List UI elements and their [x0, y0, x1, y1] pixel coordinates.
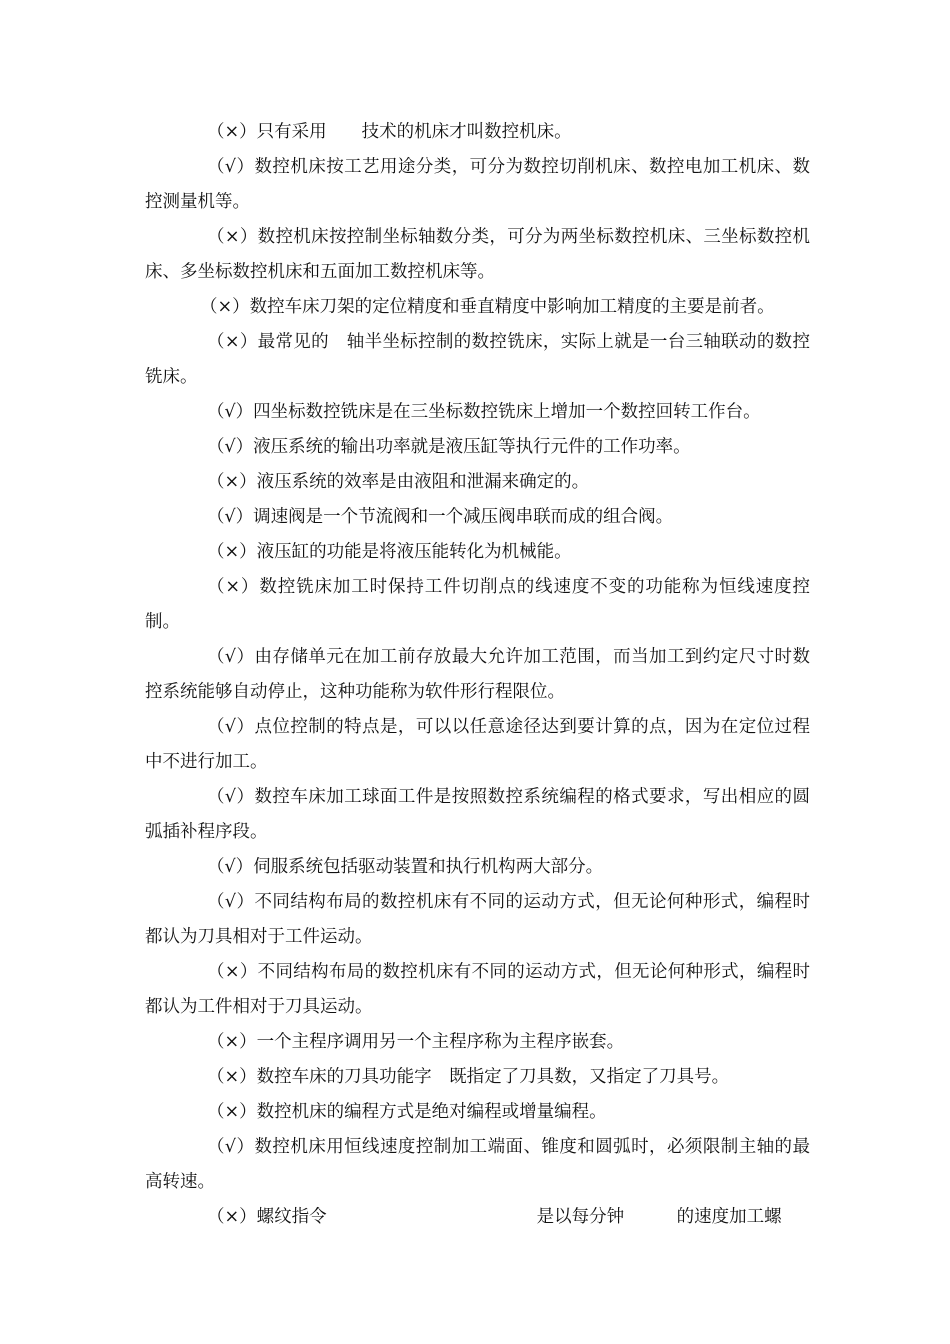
- statement-13: （√）点位控制的特点是，可以以任意途径达到要计算的点，因为在定位过程中不进行加工。: [145, 717, 810, 772]
- statement-18: （×）一个主程序调用另一个主程序称为主程序嵌套。: [207, 1032, 625, 1052]
- statement-16: （√）不同结构布局的数控机床有不同的运动方式，但无论何种形式，编程时都认为刀具相对于工件运动。: [145, 892, 810, 947]
- statement-5: （×）最常见的 轴半坐标控制的数控铣床，实际上就是一台三轴联动的数控铣床。: [145, 332, 810, 387]
- statement-3: （×）数控机床按控制坐标轴数分类，可分为两坐标数控机床、三坐标数控机床、多坐标数控机床和五面加工数控机床等。: [145, 227, 810, 282]
- statement-17: （×）不同结构布局的数控机床有不同的运动方式，但无论何种形式，编程时都认为工件相对于刀具运动。: [145, 962, 810, 1017]
- statement-4: （×）数控车床刀架的定位精度和垂直精度中影响加工精度的主要是前者。: [200, 297, 775, 317]
- statement-19: （×）数控车床的刀具功能字 既指定了刀具数，又指定了刀具号。: [207, 1067, 730, 1087]
- statement-22: （×）螺纹指令 是以每分钟 的速度加工螺: [207, 1207, 782, 1227]
- statement-21: （√）数控机床用恒线速度控制加工端面、锥度和圆弧时，必须限制主轴的最高转速。: [145, 1137, 810, 1192]
- statement-7: （√）液压系统的输出功率就是液压缸等执行元件的工作功率。: [207, 437, 691, 457]
- statement-11: （×）数控铣床加工时保持工件切削点的线速度不变的功能称为恒线速度控制。: [145, 577, 810, 632]
- statement-12: （√）由存储单元在加工前存放最大允许加工范围，而当加工到约定尺寸时数控系统能够自动停止，这种功能称为软件形行程限位。: [145, 647, 810, 702]
- statement-14: （√）数控车床加工球面工件是按照数控系统编程的格式要求，写出相应的圆弧插补程序段。: [145, 787, 810, 842]
- statement-6: （√）四坐标数控铣床是在三坐标数控铣床上增加一个数控回转工作台。: [207, 402, 761, 422]
- statement-8: （×）液压系统的效率是由液阻和泄漏来确定的。: [207, 472, 590, 492]
- statement-20: （×）数控机床的编程方式是绝对编程或增量编程。: [207, 1102, 607, 1122]
- statement-10: （×）液压缸的功能是将液压能转化为机械能。: [207, 542, 572, 562]
- statement-2: （√）数控机床按工艺用途分类，可分为数控切削机床、数控电加工机床、数控测量机等。: [145, 157, 810, 212]
- statement-9: （√）调速阀是一个节流阀和一个减压阀串联而成的组合阀。: [207, 507, 674, 527]
- statement-1: （×）只有采用 技术的机床才叫数控机床。: [207, 122, 572, 142]
- statement-15: （√）伺服系统包括驱动装置和执行机构两大部分。: [207, 857, 604, 877]
